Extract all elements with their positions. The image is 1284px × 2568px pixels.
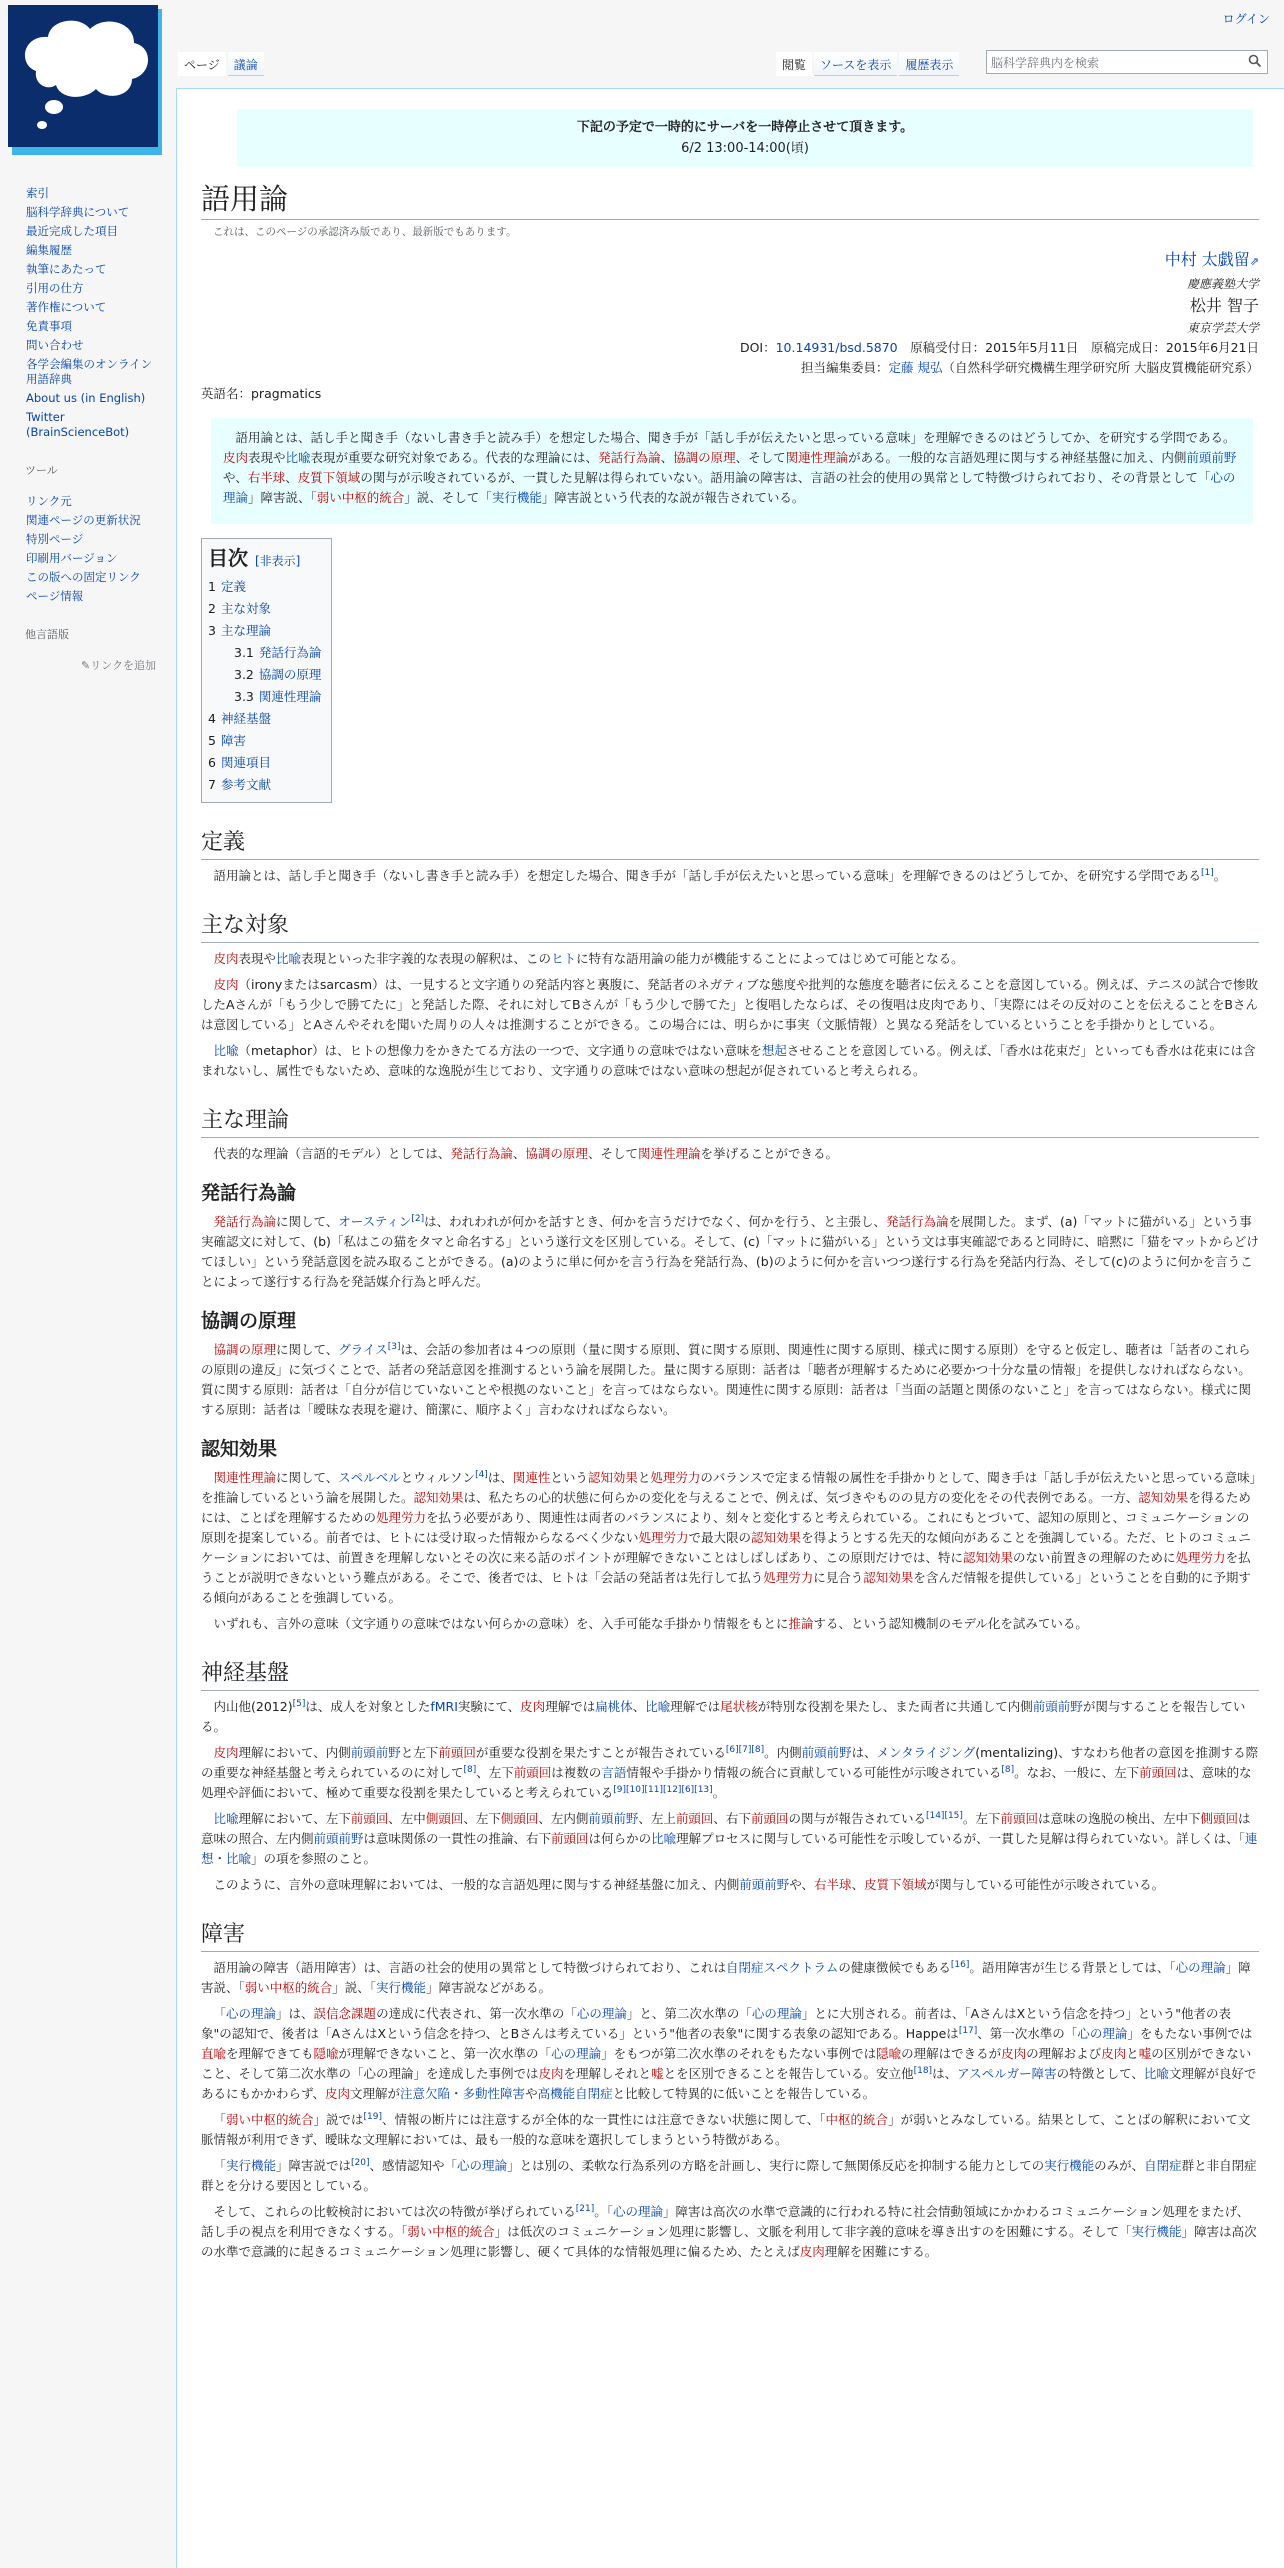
wiki-link[interactable]: 前頭回 — [1000, 1811, 1038, 1826]
paragraph: 内山他(2012)[5]は、成人を対象としたfMRI実験にて、皮肉理解では扁桃体、比喩理解では尾状核が特別な役割を果たし、また両者に共通して内側前頭前野が関与することを報告している。 — [201, 1698, 1246, 1734]
sidebar-item — [26, 300, 156, 315]
sidebar-item — [26, 224, 156, 239]
sidebar-item — [26, 551, 156, 566]
wiki-link[interactable]: 誤信念課題 — [313, 2006, 377, 2021]
wiki-link[interactable]: 処理労力 — [638, 1530, 689, 1545]
wiki-link[interactable]: 実行機能 — [1131, 2224, 1182, 2239]
wiki-link[interactable]: 想起 — [761, 1043, 787, 1058]
wiki-link[interactable]: 弱い中枢的統合 — [316, 490, 405, 505]
citation-ref[interactable]: [1] — [1201, 867, 1214, 878]
author-block: 中村 太戯留⇗ 慶應義塾大学 松井 智子 東京学芸大学 DOI：10.14931/bsd.5870 原稿受付日：2015年5月11日 原稿完成日：2015年6月21日 担当編集委員：定藤 規弘（自然科学研究機構生理学研究所 大脳皮質機能研究系） — [739, 250, 1259, 375]
wiki-link[interactable]: 前頭前野 — [313, 1831, 364, 1846]
wiki-link[interactable]: グライス — [338, 1342, 388, 1357]
section-heading: 神経基盤 — [201, 1658, 1259, 1691]
paragraph: 「実行機能」障害説では[20]、感情認知や「心の理論」とは別の、柔軟な行為系列の方略を計画し、実行に際して無関係反応を抑制する能力としての実行機能のみが、自閉症群と非自閉症群とを分ける要因としている。 — [201, 2157, 1257, 2193]
wiki-link[interactable]: 発話行為論 — [213, 1214, 277, 1229]
table-of-contents: 目次 [非表示] 1 定義 2 主な対象 3 主な理論 3.1 発話行為論 3.2 協調の原理 3.3 関連性理論 4 神経基盤 5 障害 6 関連項目 7 参考文献 — [201, 538, 332, 803]
sidebar-link[interactable]: 編集履歴 — [26, 243, 72, 257]
wiki-link[interactable]: 言語 — [601, 1765, 627, 1780]
wiki-link[interactable]: 隠喩 — [313, 2046, 339, 2061]
sidebar-item — [26, 410, 156, 440]
namespace-tabs — [178, 52, 266, 76]
wiki-link[interactable]: 処理労力 — [650, 1470, 701, 1485]
sidebar-link[interactable]: 脳科学辞典について — [26, 205, 130, 219]
wiki-link[interactable]: 皮肉 — [1101, 2046, 1127, 2061]
wiki-link[interactable]: 認知効果 — [751, 1530, 802, 1545]
wiki-link[interactable]: 注意欠陥・多動性障害 — [400, 2086, 526, 2101]
wiki-link[interactable]: 比喩 — [1143, 2066, 1169, 2081]
citation-ref[interactable]: [16] — [950, 1959, 970, 1970]
wiki-link[interactable]: 前頭前野 — [739, 1877, 790, 1892]
sidebar-link[interactable]: Twitter (BrainScienceBot) — [26, 410, 130, 439]
wiki-link[interactable]: 認知効果 — [413, 1490, 464, 1505]
paragraph: 語用論の障害（語用障害）は、言語の社会的使用の異常として特徴づけられており、これは自閉症スペクトラムの健康徴候でもある[16]。語用障害が生じる背景としては、「心の理論」障害説、「弱い中枢的統合」説、「実行機能」障害説などがある。 — [201, 1959, 1251, 1995]
citation-ref[interactable]: [20] — [351, 2157, 370, 2168]
sidebar-link[interactable]: About us (in English) — [26, 391, 146, 405]
wiki-link[interactable]: 嘘 — [1138, 2046, 1152, 2061]
wiki-link[interactable]: 弱い中枢的統合 — [407, 2224, 495, 2239]
wiki-link[interactable]: ヒト — [551, 951, 577, 966]
sidebar-link[interactable]: 各学会編集のオンライン用語辞典 — [26, 357, 153, 386]
wiki-link[interactable]: 協調の原理 — [673, 450, 736, 465]
paragraph: 「弱い中枢的統合」説では[19]、情報の断片には注意するが全体的な一貫性には注意できない状態に関して、「中枢的統合」が弱いとみなしている。結果として、ことばの解釈において文脈情報が利用できず、曖昧な文理解においては、最も一般的な意味を選択してしまうという特徴がある。 — [201, 2111, 1251, 2147]
wiki-link[interactable]: 皮肉 — [520, 1699, 546, 1714]
section-heading: 定義 — [201, 827, 1259, 860]
toc-item[interactable]: 7 参考文献 — [208, 777, 271, 792]
toc-item[interactable]: 4 神経基盤 — [208, 711, 271, 726]
sidebar-tool-link[interactable]: 印刷用バージョン — [26, 551, 118, 565]
sidebar-link[interactable]: 問い合わせ — [26, 338, 84, 352]
wiki-link[interactable]: 直喩 — [201, 2046, 227, 2061]
wiki-link[interactable]: 協調の原理 — [525, 1146, 588, 1161]
sidebar-item — [26, 532, 156, 547]
wiki-link[interactable]: 認知効果 — [963, 1550, 1014, 1565]
wiki-link[interactable]: 皮肉 — [213, 977, 239, 992]
wiki-link[interactable]: 処理労力 — [1175, 1550, 1226, 1565]
paragraph: 皮肉（ironyまたはsarcasm）は、一見すると文字通りの発話内容と裏腹に、発話者のネガティブな態度や批判的な態度を聴者に伝えることを意図している。例えば、テニスの試合で惨敗したAさんが「もう少しで勝てたに」と発話した際、それに対してBさんが「もう少しで勝てた」と復唱したならば、その復唱は皮肉であり、「実際にはその反対のことを伝えることをBさんは意図している」とAさんやそれを聞いた周りの人々は推測することができる。この場合には、明らかに事実（文脈情報）と異なる発話をしているということを手掛かりとしている。 — [201, 977, 1259, 1032]
wiki-link[interactable]: 心の理論 — [751, 2006, 802, 2021]
wiki-link[interactable]: 実行機能 — [226, 2158, 277, 2173]
wiki-link[interactable]: スペルベル — [338, 1470, 401, 1485]
toc-item[interactable]: 3.2 協調の原理 — [234, 667, 322, 682]
wiki-link[interactable]: 連想・比喩 — [201, 1831, 1258, 1866]
wiki-link[interactable]: 皮肉 — [213, 1745, 239, 1760]
wiki-link[interactable]: 皮肉 — [799, 2244, 825, 2259]
sidebar — [26, 186, 156, 673]
view-tabs — [776, 52, 961, 76]
wiki-link[interactable]: 前頭回 — [350, 1811, 389, 1826]
history-link[interactable]: 履歴表示 — [905, 58, 954, 72]
wiki-link[interactable]: 自閉症スペクトラム — [726, 1960, 839, 1975]
sidebar-link[interactable]: 最近完成した項目 — [26, 224, 118, 238]
sidebar-link[interactable]: 引用の仕方 — [26, 281, 84, 295]
tab-history[interactable] — [899, 52, 959, 76]
wiki-link[interactable]: 前頭回 — [750, 1811, 789, 1826]
wiki-link[interactable]: 右半球 — [247, 470, 286, 485]
abstract — [211, 418, 1253, 524]
tab-view-source[interactable] — [814, 52, 897, 76]
wiki-link[interactable]: 皮肉 — [538, 2066, 564, 2081]
site-logo[interactable] — [8, 5, 168, 157]
site-notice: 下記の予定で一時的にサーバを一時停止させて頂きます。 6/2 13:00-14:00(頃) — [237, 109, 1253, 167]
languages-heading: 他言語版 — [25, 628, 69, 641]
wiki-link[interactable]: 隠喩 — [876, 2046, 902, 2061]
wiki-link[interactable]: 側頭回 — [500, 1811, 539, 1826]
citation-ref[interactable]: [2] — [411, 1213, 425, 1224]
paragraph: そして、これらの比較検討においては次の特徴が挙げられている[21]。「心の理論」障害は高次の水準で意識的に行われる特に社会情動領域にかかわるコミュニケーション処理をまたげ、話し手の視点を利用できなくする。「弱い中枢的統合」は低次のコミュニケーション処理に影響し、文脈を利用して非字義的意味を導き出すのを困難にする。そして「実行機能」障害は高次の水準で意識的に起きるコミュニケーション処理に影響し、硬くて具体的な情報処理に偏るため、たとえば皮肉理解を困難にする。 — [201, 2203, 1257, 2259]
view-source-link[interactable]: ソースを表示 — [820, 58, 892, 72]
wiki-link[interactable]: 中枢的統合 — [825, 2112, 889, 2127]
section-heading: 主な理論 — [201, 1105, 1259, 1138]
wiki-link[interactable]: 前頭回 — [551, 1831, 589, 1846]
wiki-link[interactable]: 関連性理論 — [785, 450, 849, 465]
wiki-link[interactable]: 発話行為論 — [450, 1146, 513, 1161]
toc-item[interactable]: 3.1 発話行為論 — [234, 645, 322, 660]
search-input[interactable] — [986, 50, 1268, 74]
search-icon[interactable] — [1248, 54, 1262, 68]
sidebar-item — [26, 319, 156, 334]
paragraph: 関連性理論に関して、スペルベルとウィルソン[4]は、関連性という認知効果と処理労力のバランスで定まる情報の属性を手掛かりとして、聞き手は「話し手が伝えたいと思っている意味」を推論しているという論を展開した。認知効果は、私たちの心的状態に何らかの変化を与えることで、例えば、気づきやものの見方の変化をその代表例である。一方、認知効果を得るためには、ことばを理解するための処理労力を払う必要があり、関連性は両者のバランスにより、刻々と変化すると考えられている。これにもとづいて、認知の原則と、コミュニケーションの原則を提案している。前者では、ヒトには受け取った情報からなるべく少ない処理労力で最大限の認知効果を得ようとする先天的な傾向があることを強調している。ただ、ヒトのコミュニケーションにおいては、前置きを理解しないとその次に来る話のポイントが理解できないことはしばしばあり、この原則だけでは、特に認知効果のない前置きの理解のために処理労力を払うことが説明できないという難点がある。そこで、後者では、ヒトは「会話の発話者は先行して払う処理労力に見合う認知効果を含んだ情報を提供している」ということを自動的に予期する傾向があることを強調している。 — [201, 1469, 1257, 1605]
pencil-icon: ✎ — [81, 659, 91, 672]
paragraph: いずれも、言外の意味（文字通りの意味ではない何らかの意味）を、入手可能な手掛かり情報をもとに推論する、という認知機制のモデル化を試みている。 — [213, 1616, 1088, 1631]
wiki-link[interactable]: 関連性 — [512, 1470, 551, 1485]
revision-note: これは、このページの承認済み版であり、最新版でもあります。 — [213, 226, 517, 238]
wiki-link[interactable]: 実行機能 — [1044, 2158, 1095, 2173]
sidebar-item — [26, 357, 156, 387]
wiki-link[interactable]: 前頭回 — [438, 1745, 476, 1760]
wiki-link[interactable]: 尾状核 — [720, 1699, 758, 1714]
sidebar-link[interactable]: 著作権について — [26, 300, 107, 314]
citation-ref[interactable]: [5] — [292, 1698, 306, 1709]
wiki-link[interactable]: 心の理論 — [1175, 1960, 1226, 1975]
wiki-link[interactable]: 嘘 — [651, 2066, 664, 2081]
content — [176, 88, 1284, 2568]
tab-page[interactable]: ページ — [178, 52, 226, 76]
wiki-link[interactable]: 前頭前野 — [350, 1745, 401, 1760]
wiki-link[interactable]: オースティン — [338, 1214, 412, 1229]
wiki-link[interactable]: 前頭前野 — [801, 1745, 852, 1760]
wiki-link[interactable]: 比喩 — [285, 450, 311, 465]
wiki-link[interactable]: 皮肉 — [213, 951, 239, 966]
wiki-link[interactable]: 側頭回 — [425, 1811, 464, 1826]
wiki-link[interactable]: 認知効果 — [1138, 1490, 1189, 1505]
sidebar-link[interactable]: 執筆にあたって — [26, 262, 107, 276]
citation-ref[interactable]: [4] — [475, 1469, 488, 1480]
citation-ref[interactable]: [6][7][8] — [725, 1744, 765, 1755]
wiki-link[interactable]: 処理労力 — [376, 1510, 427, 1525]
paragraph: 皮肉理解において、内側前頭前野と左下前頭回が重要な役割を果たすことが報告されている[6][7][8]。内側前頭前野は、メンタライジング(mentalizing)、すなわち他者の意図を推測する際の重要な神経基盤と考えられているのに対して[8]、左下前頭回は複数の言語情報や手掛かり情報の統合に貢献している可能性が示唆されている[8]。なお、一般に、左下前頭回は、意味的な処理や評価において、極めて重要な役割を果たしていると考えられている[9][10][11][12][6][13]。 — [201, 1744, 1259, 1800]
paragraph: 「心の理論」は、誤信念課題の達成に代表され、第一次水準の「心の理論」と、第二次水準の「心の理論」とに大別される。前者は、「AさんはXという信念を持つ」という"他者の表象"の認知で、後者は「AさんはXという信念を持つ、とBさんは考えている」という"他者の表象"に関する表象の認知である。Happeは[17]、第一次水準の「心の理論」をもたない事例では直喩を理解できても隠喩が理解できないこと、第一次水準の「心の理論」をもつが第二次水準のそれをもたない事例では隠喩の理解はできるが皮肉の理解および皮肉と嘘の区別ができないこと、そして第二次水準の「心の理論」を達成した事例では皮肉を理解しそれと嘘とを区別できることを報告している。安立他[18]は、アスペルガー障害の特徴として、比喩文理解が良好であるにもかかわらず、皮肉文理解が注意欠陥・多動性障害や高機能自閉症と比較して特異的に低いことを報告している。 — [201, 2006, 1257, 2101]
wiki-link[interactable]: 比喩 — [213, 1811, 239, 1826]
wiki-link[interactable]: 心の理論 — [551, 2046, 602, 2061]
sidebar-item — [26, 186, 156, 201]
login-link[interactable]: ログイン — [1222, 12, 1270, 26]
sidebar-item — [26, 570, 156, 585]
wiki-link[interactable]: 処理労力 — [763, 1570, 814, 1585]
wiki-link[interactable]: 比喩 — [645, 1699, 671, 1714]
subsection-heading: 認知効果 — [201, 1438, 278, 1460]
sidebar-item — [26, 494, 156, 509]
paragraph: 比喩（metaphor）は、ヒトの想像力をかきたてる方法の一つで、文字通りの意味ではない意味を想起させることを意図している。例えば、「香水は花束だ」といっても香水は花束には含まれないし、属性でもないため、意味的な逸脱が生じており、文字通りの意味ではない意味の想起が促されていると考えられる。 — [201, 1043, 1256, 1078]
sidebar-item — [26, 243, 156, 258]
citation-ref[interactable]: [3] — [387, 1341, 401, 1352]
paragraph: 語用論とは、話し手と聞き手（ないし書き手と読み手）を想定した場合、聞き手が「話し手が伝えたいと思っている意味」を理解できるのはどうしてか、を研究する学問である[1]。 — [213, 867, 1227, 883]
toc-item[interactable]: 3.3 関連性理論 — [234, 689, 322, 704]
sidebar-link[interactable]: 索引 — [26, 186, 49, 200]
sidebar-item — [26, 338, 156, 353]
wiki-link[interactable]: 右半球 — [814, 1877, 852, 1892]
wiki-link[interactable]: 心の理論 — [1077, 2026, 1128, 2041]
paragraph: 皮肉表現や比喩表現といった非字義的な表現の解釈は、このヒトに特有な語用論の能力が機能することによってはじめて可能となる。 — [213, 951, 964, 966]
wiki-link[interactable]: 推論 — [788, 1616, 814, 1631]
paragraph: 発話行為論に関して、オースティン[2]は、われわれが何かを話すとき、何かを言うだけでなく、何かを行う、と主張し、発話行為論を展開した。まず、(a)「マットに猫がいる」という事実確認文に対して、(b)「私はこの猫をタマと命名する」という遂行文を区別している。そして、(c)「マットに猫がいる」という文は事実確認であると同時に、暗黙に「猫をマットからどけてほしい」という発話意図を読み取ることができる。(a)のように単に何かを言う行為を発話行為、(b)のように何かを言いつつ遂行する行為を発話内行為、そして(c)のように何かを言うことによって遂行する行為を発話媒介行為と呼んだ。 — [201, 1213, 1259, 1289]
toc-item[interactable]: 3 主な理論 — [208, 623, 271, 638]
wiki-link[interactable]: 発話行為論 — [885, 1214, 949, 1229]
wiki-link[interactable]: 皮肉 — [223, 450, 249, 465]
wiki-link[interactable]: fMRI — [430, 1699, 458, 1714]
citation-ref[interactable]: [17] — [958, 2025, 978, 2036]
tab-talk[interactable] — [228, 52, 264, 76]
wiki-link[interactable]: 心の理論 — [613, 2204, 664, 2219]
citation-ref[interactable]: [8] — [1001, 1764, 1015, 1775]
wiki-link[interactable]: 皮肉 — [1001, 2046, 1027, 2061]
wiki-link[interactable]: 弱い中枢的統合 — [226, 2112, 314, 2127]
external-link-icon: ⇗ — [1249, 255, 1259, 268]
sidebar-tool-link[interactable]: ページ情報 — [26, 589, 84, 603]
add-language-links[interactable]: ✎リンクを追加 — [81, 659, 156, 672]
wiki-link[interactable]: 皮質下領域 — [297, 470, 361, 485]
wiki-link[interactable]: 前頭前野 — [1186, 450, 1237, 465]
wiki-link[interactable]: 実行機能 — [491, 490, 542, 505]
sidebar-item — [26, 589, 156, 604]
toc-item[interactable]: 1 定義 — [208, 579, 246, 594]
paragraph: 代表的な理論（言語的モデル）としては、発話行為論、協調の原理、そして関連性理論を挙げることができる。 — [213, 1146, 838, 1161]
wiki-link[interactable]: 認知効果 — [587, 1470, 638, 1485]
page-title: 語用論 — [201, 179, 1259, 220]
wiki-link[interactable]: 高機能自閉症 — [537, 2086, 613, 2101]
sidebar-item — [26, 205, 156, 220]
sidebar-tool-link[interactable]: 関連ページの更新状況 — [26, 513, 141, 527]
editor-link[interactable]: 定藤 規弘 — [888, 360, 943, 375]
wiki-link[interactable]: メンタライジング — [876, 1745, 976, 1760]
subsection-heading: 協調の原理 — [201, 1310, 297, 1332]
toc-item[interactable]: 6 関連項目 — [208, 755, 271, 770]
wiki-link[interactable]: 実行機能 — [376, 1980, 427, 1995]
wiki-link[interactable]: 心の理論 — [576, 2006, 627, 2021]
citation-ref[interactable]: [21] — [575, 2203, 595, 2214]
wiki-link[interactable]: 側頭回 — [1200, 1811, 1238, 1826]
toc-hide-toggle[interactable]: [非表示] — [254, 554, 301, 568]
wiki-link[interactable]: 前頭前野 — [588, 1811, 639, 1826]
section-heading: 主な対象 — [201, 910, 1259, 943]
citation-ref[interactable]: [14][15] — [925, 1810, 963, 1821]
tools-heading: ツール — [25, 464, 58, 477]
wiki-link[interactable]: 比喩 — [651, 1831, 677, 1846]
wiki-link[interactable]: 弱い中枢的統合 — [244, 1980, 333, 1995]
wiki-link[interactable]: アスペルガー障害 — [957, 2066, 1057, 2081]
paragraph: このように、言外の意味理解においては、一般的な言語処理に関与する神経基盤に加え、内側前頭前野や、右半球、皮質下領域が関与している可能性が示唆されている。 — [213, 1877, 1165, 1892]
sidebar-item — [26, 513, 156, 528]
wiki-link[interactable]: 関連性理論 — [637, 1146, 701, 1161]
wiki-link[interactable]: 比喩 — [276, 951, 302, 966]
citation-ref[interactable]: [19] — [363, 2111, 383, 2122]
sidebar-item — [26, 391, 156, 406]
wiki-link[interactable]: 皮質下領域 — [864, 1877, 927, 1892]
wiki-link[interactable]: 前頭回 — [675, 1811, 714, 1826]
wiki-link[interactable]: 比喩 — [213, 1043, 239, 1058]
subsection-heading: 発話行為論 — [201, 1182, 297, 1204]
wiki-link[interactable]: 自閉症 — [1144, 2158, 1182, 2173]
wiki-link[interactable]: 扁桃体 — [595, 1699, 633, 1714]
paragraph: 協調の原理に関して、グライス[3]は、会話の参加者は４つの原則（量に関する原則、質に関する原則、関連性に関する原則、様式に関する原則）を守ると仮定し、聴者は「話者のこれらの原則の違反」に気づくことで、話者の発話意図を推測するという論を展開した。量に関する原則：話者は「聴者が理解するために必要かつ十分な量の情報」を提供しなければならない。質に関する原則：話者は「自分が信じていないことや根拠のないこと」を言ってはならない。関連性に関する原則：話者は「当面の話題と関係のないこと」を言ってはならない。様式に関する原則：話者は「曖昧な表現を避け、簡潔に、順序よく」言わなければならない。 — [201, 1341, 1252, 1417]
wiki-link[interactable]: 心の理論 — [226, 2006, 277, 2021]
toc-item[interactable]: 2 主な対象 — [208, 601, 271, 616]
wiki-link[interactable]: 前頭前野 — [1032, 1699, 1083, 1714]
wiki-link[interactable]: 関連性理論 — [213, 1470, 277, 1485]
wiki-link[interactable]: 心の理論 — [457, 2158, 508, 2173]
wiki-link[interactable]: 心の理論 — [223, 470, 1236, 505]
sidebar-link[interactable]: 免責事項 — [26, 319, 72, 333]
wiki-link[interactable]: 協調の原理 — [213, 1342, 277, 1357]
toc-item[interactable]: 5 障害 — [208, 733, 246, 748]
paragraph: 語用論とは、話し手と聞き手（ないし書き手と読み手）を想定した場合、聞き手が「話し手が伝えたいと思っている意味」を理解できるのはどうしてか、を研究する学問である。皮肉表現や比喩表現が重要な研究対象である。代表的な理論には、発話行為論、協調の原理、そして関連性理論がある。一般的な言語処理に関与する神経基盤に加え、内側前頭前野や、右半球、皮質下領域の関与が示唆されているが、一貫した見解は得られていない。語用論の障害は、言語の社会的使用の異常として特徴づけられており、その背景として「心の理論」障害説、「弱い中枢的統合」説、そして「実行機能」障害説という代表的な説が報告されている。 — [223, 430, 1237, 505]
doi-link[interactable]: 10.14931/bsd.5870 — [775, 340, 898, 355]
wiki-link[interactable]: 皮肉 — [325, 2086, 351, 2101]
section-heading: 障害 — [201, 1919, 1259, 1952]
sidebar-item — [26, 262, 156, 277]
search-placeholder: 脳科学辞典内を検索 — [991, 55, 1100, 70]
citation-ref[interactable]: [9][10][11][12][6][13] — [613, 1784, 713, 1795]
wiki-link[interactable]: 前頭回 — [1139, 1765, 1177, 1780]
citation-ref[interactable]: [18] — [913, 2065, 933, 2076]
wiki-link[interactable]: 発話行為論 — [598, 450, 661, 465]
author-link[interactable]: 中村 太戯留 — [1164, 250, 1250, 269]
sidebar-tool-link[interactable]: リンク元 — [26, 494, 72, 508]
tab-read[interactable]: 閲覧 — [776, 52, 812, 76]
english-name: 英語名：pragmatics — [201, 386, 322, 401]
tab-talk-link[interactable]: 議論 — [233, 58, 258, 72]
sidebar-item — [26, 281, 156, 296]
wiki-link[interactable]: 認知効果 — [863, 1570, 914, 1585]
sidebar-tool-link[interactable]: 特別ページ — [26, 532, 84, 546]
citation-ref[interactable]: [8] — [463, 1764, 477, 1775]
sidebar-tool-link[interactable]: この版への固定リンク — [26, 570, 141, 584]
wiki-link[interactable]: 前頭回 — [513, 1765, 552, 1780]
paragraph: 比喩理解において、左下前頭回、左中側頭回、左下側頭回、左内側前頭前野、左上前頭回、右下前頭回の関与が報告されている[14][15]。左下前頭回は意味の逸脱の検出、左中下側頭回は意味の照合、左内側前頭前野は意味関係の一貫性の推論、右下前頭回は何らかの比喩理解プロセスに関与している可能性を示唆しているが、一貫した見解は得られていない。詳しくは、「連想・比喩」の項を参照のこと。 — [201, 1810, 1258, 1866]
